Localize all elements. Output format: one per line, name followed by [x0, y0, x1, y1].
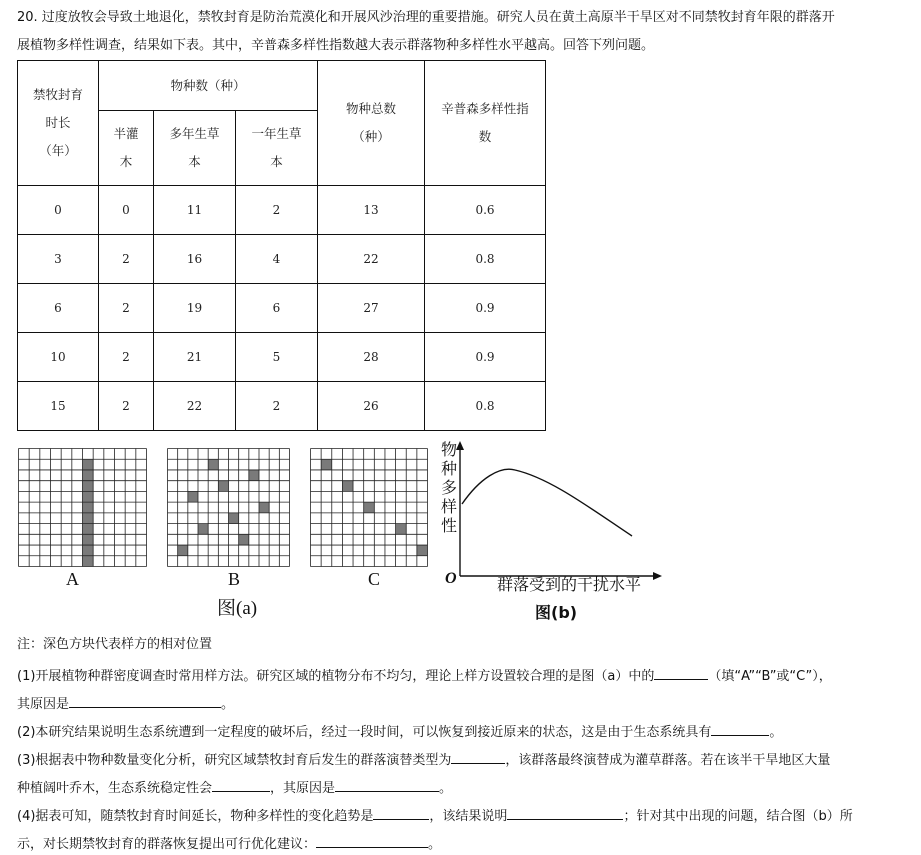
table-cell: 26	[318, 382, 425, 431]
table-cell: 2	[99, 333, 154, 382]
answer-blank-q4a[interactable]	[373, 805, 429, 820]
figure-a-caption: 图(a)	[217, 598, 258, 619]
quadrat-square	[259, 502, 269, 513]
table-cell: 15	[18, 382, 99, 431]
table-cell: 3	[18, 235, 99, 284]
table-cell: 0	[99, 186, 154, 235]
table-cell: 2	[236, 382, 318, 431]
table-cell: 22	[154, 382, 236, 431]
table-cell: 2	[99, 284, 154, 333]
table-cell: 5	[236, 333, 318, 382]
quadrat-square	[83, 470, 94, 481]
quadrat-square	[321, 459, 332, 470]
question-line-2: 展植物多样性调查，结果如下表。其中，辛普森多样性指数越大表示群落物种多样性水平越高。回答下列问题。	[17, 38, 655, 53]
header-simpson: 辛普森多样性指 数	[425, 61, 546, 186]
table-cell: 21	[154, 333, 236, 382]
quadrat-square	[188, 491, 198, 502]
quadrat-square	[83, 534, 94, 545]
table-cell: 13	[318, 186, 425, 235]
question-line-1: 20. 过度放牧会导致土地退化，禁牧封育是防治荒漠化和开展风沙治理的重要措施。研究人员在黄土高原半干旱区对不同禁牧封育年限的群落开	[17, 10, 835, 25]
table-row	[18, 382, 546, 431]
header-shrub: 半灌 木	[99, 111, 154, 186]
table-row	[18, 333, 546, 382]
quadrat-square	[198, 524, 208, 535]
table-cell: 22	[318, 235, 425, 284]
quadrat-square	[218, 481, 228, 492]
q3-line-1: (3)根据表中物种数量变化分析，研究区域禁牧封育后发生的群落演替类型为 ，该群落最终演替成为灌草群落。若在该半干旱地区大量	[17, 749, 830, 770]
figure-a-label-b: B	[228, 569, 241, 589]
quadrat-square	[208, 459, 218, 470]
table-cell: 16	[154, 235, 236, 284]
q4-line-2: 示，对长期禁牧封育的群落恢复提出可行优化建议： 。	[17, 833, 441, 854]
answer-blank-q4c[interactable]	[316, 833, 428, 848]
answer-blank-q4b[interactable]	[507, 805, 623, 820]
quadrat-square	[178, 545, 188, 556]
quadrat-square	[83, 524, 94, 535]
quadrat-square	[83, 513, 94, 524]
table-cell: 4	[236, 235, 318, 284]
table-row	[18, 235, 546, 284]
diversity-disturbance-chart	[430, 438, 670, 588]
quadrat-square	[229, 513, 239, 524]
note-text: 注：深色方块代表样方的相对位置	[17, 637, 213, 652]
x-axis-arrow	[653, 572, 662, 580]
answer-blank-q2[interactable]	[711, 721, 769, 736]
table-cell: 11	[154, 186, 236, 235]
quadrat-square	[417, 545, 428, 556]
q1-line-1: (1)开展植物种群密度调查时常用样方法。研究区域的植物分布不均匀，理论上样方设置较合理的是图（a）中的 （填“A”“B”或“C”），	[17, 665, 832, 686]
table-cell: 0.8	[425, 235, 546, 284]
table-cell: 2	[99, 382, 154, 431]
table-cell: 10	[18, 333, 99, 382]
table-row	[18, 186, 546, 235]
quadrat-square	[396, 524, 407, 535]
header-total: 物种总数 （种）	[318, 61, 425, 186]
quadrat-square	[364, 502, 375, 513]
figure-b-origin: O	[445, 570, 457, 587]
table-cell: 28	[318, 333, 425, 382]
figure-b-xlabel: 群落受到的干扰水平	[497, 575, 642, 594]
table-cell: 27	[318, 284, 425, 333]
quadrat-square	[83, 502, 94, 513]
quadrat-square	[83, 459, 94, 470]
header-annual: 一年生草 本	[236, 111, 318, 186]
figure-b-ylabel: 物种多样性	[440, 440, 457, 535]
species-table	[17, 60, 546, 431]
table-cell: 0.6	[425, 186, 546, 235]
answer-blank-q1a[interactable]	[654, 665, 708, 680]
quadrat-grid-b	[167, 448, 290, 567]
answer-blank-q3b[interactable]	[212, 777, 270, 792]
diversity-curve	[462, 469, 632, 536]
q1-line-2: 其原因是 。	[17, 693, 234, 714]
figure-a-label-a: A	[66, 569, 79, 589]
q3-line-2: 种植阔叶乔木，生态系统稳定性会 ，其原因是 。	[17, 777, 452, 798]
quadrat-square	[249, 470, 259, 481]
quadrat-square	[83, 545, 94, 556]
table-cell: 0.9	[425, 284, 546, 333]
quadrat-square	[342, 481, 353, 492]
figure-a-label-c: C	[368, 569, 381, 589]
table-row	[18, 284, 546, 333]
table-cell: 6	[236, 284, 318, 333]
table-cell: 19	[154, 284, 236, 333]
q4-line-1: (4)据表可知，随禁牧封育时间延长，物种多样性的变化趋势是 ，该结果说明 ；针对其中出现的问题，结合图（b）所	[17, 805, 853, 826]
figure-b-caption: 图(b)	[535, 603, 578, 622]
table-cell: 0	[18, 186, 99, 235]
header-perennial: 多年生草 本	[154, 111, 236, 186]
header-species-group: 物种数（种）	[99, 61, 318, 111]
answer-blank-q1b[interactable]	[69, 693, 221, 708]
quadrat-square	[83, 481, 94, 492]
table-cell: 6	[18, 284, 99, 333]
table-cell: 0.9	[425, 333, 546, 382]
answer-blank-q3c[interactable]	[335, 777, 439, 792]
header-duration: 禁牧封育 时长 （年）	[18, 61, 99, 186]
quadrat-grid-c	[310, 448, 428, 567]
answer-blank-q3a[interactable]	[451, 749, 505, 764]
quadrat-grid-a	[18, 448, 147, 567]
quadrat-square	[239, 534, 249, 545]
quadrat-square	[83, 491, 94, 502]
q2-line: (2)本研究结果说明生态系统遭到一定程度的破坏后，经过一段时间，可以恢复到接近原来的状态，这是由于生态系统具有 。	[17, 721, 782, 742]
quadrat-square	[83, 556, 94, 567]
table-cell: 2	[99, 235, 154, 284]
table-cell: 2	[236, 186, 318, 235]
table-cell: 0.8	[425, 382, 546, 431]
